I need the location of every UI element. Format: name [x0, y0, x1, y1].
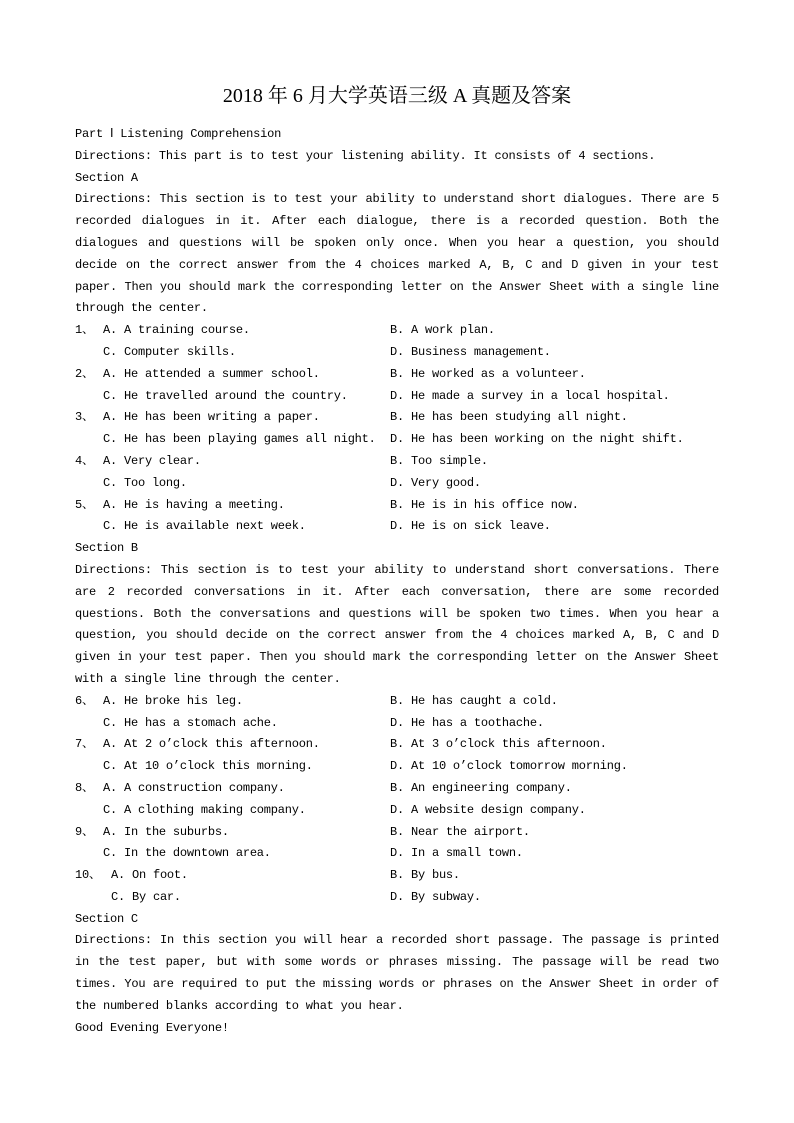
question-number: 7、 [75, 737, 94, 752]
question-row [75, 429, 719, 451]
option-b: B. Near the airport. [390, 824, 530, 839]
spacer [75, 756, 103, 778]
question-row [75, 865, 719, 887]
option-d: D. He has a toothache. [390, 715, 544, 730]
question-number: 8、 [75, 780, 94, 795]
option-b: B. At 3 o’clock this afternoon. [390, 737, 607, 752]
option-d: D. At 10 o’clock tomorrow morning. [390, 759, 628, 774]
option-b: B. A work plan. [390, 323, 495, 338]
option-d: D. Business management. [390, 344, 551, 359]
section-b-heading: Section B [75, 541, 138, 556]
spacer [75, 843, 103, 865]
section-a-directions: Directions: This section is to test your ability to understand short dialogues. There are 5 recorded dialogues in it. After each dialogue, there is a recorded question. Both the dialogues and questions will be spoken only once. When you hear a question, you should decide on the correct answer from the 4 choices marked A, B, C and D given in your test paper. Then you should mark the corresponding letter on the Answer Sheet with a single line through the center. [75, 192, 719, 316]
question-row [75, 386, 719, 408]
option-d: D. A website design company. [390, 802, 586, 817]
option-c: C. Too long. [103, 475, 187, 490]
option-a: A. At 2 o’clock this afternoon. [103, 737, 320, 752]
section-c-directions: Directions: In this section you will hear a recorded short passage. The passage is printed in the test paper, but with some words or phrases missing. The passage will be read two times. You are required to put the missing words or phrases on the Answer Sheet in order of the numbered blanks according to what you hear. [75, 933, 719, 1013]
question-row [75, 822, 719, 844]
passage-opening-line: Good Evening Everyone! [75, 1020, 229, 1035]
option-a: A. A training course. [103, 323, 250, 338]
question-row [75, 407, 719, 429]
option-c: C. He has been playing games all night. [103, 432, 376, 447]
option-d: D. Very good. [390, 475, 481, 490]
question-row [75, 691, 719, 713]
part-heading: Part Ⅰ Listening Comprehension [75, 127, 282, 141]
question-row [75, 451, 719, 473]
option-a: A. He is having a meeting. [103, 497, 285, 512]
question-number: 5、 [75, 497, 94, 512]
option-b: B. An engineering company. [390, 780, 572, 795]
spacer [75, 429, 103, 451]
spacer [75, 473, 103, 495]
option-a: A. A construction company. [103, 780, 285, 795]
option-a: A. On foot. [111, 868, 188, 883]
option-a: A. In the suburbs. [103, 824, 229, 839]
spacer [75, 342, 103, 364]
question-number: 10、 [75, 868, 101, 883]
question-row [75, 756, 719, 778]
question-row [75, 843, 719, 865]
option-b: B. By bus. [390, 868, 460, 883]
option-c: C. He has a stomach ache. [103, 715, 278, 730]
question-number: 9、 [75, 824, 94, 839]
section-a-heading: Section A [75, 170, 138, 185]
option-a: A. He attended a summer school. [103, 366, 320, 381]
question-number: 1、 [75, 323, 94, 338]
question-row [75, 342, 719, 364]
spacer [75, 386, 103, 408]
question-row [75, 320, 719, 342]
spacer [75, 887, 111, 909]
option-b: B. He is in his office now. [390, 497, 579, 512]
section-c-heading: Section C [75, 911, 138, 926]
option-c: C. At 10 o’clock this morning. [103, 759, 313, 774]
option-d: D. He made a survey in a local hospital. [390, 388, 670, 403]
question-row [75, 778, 719, 800]
question-row [75, 364, 719, 386]
option-c: C. Computer skills. [103, 344, 236, 359]
question-row [75, 495, 719, 517]
document-title: 2018 年 6 月大学英语三级 A 真题及答案 [222, 85, 572, 107]
option-c: C. He is available next week. [103, 519, 306, 534]
question-number: 2、 [75, 366, 94, 381]
option-c: C. In the downtown area. [103, 846, 271, 861]
option-b: B. He has been studying all night. [390, 410, 628, 425]
option-c: C. He travelled around the country. [103, 388, 348, 403]
spacer [75, 800, 103, 822]
option-a: A. He broke his leg. [103, 693, 243, 708]
question-number: 6、 [75, 693, 94, 708]
option-b: B. He worked as a volunteer. [390, 366, 586, 381]
option-d: D. In a small town. [390, 846, 523, 861]
question-row [75, 800, 719, 822]
section-b-directions: Directions: This section is to test your ability to understand short conversations. There are 2 recorded conversations in it. After each conversation, there are some recorded questions. Both the conversations and questions will be spoken two times. When you hear a question, you should decide on the correct answer from the 4 choices marked A, B, C and D given in your test paper. Then you should mark the corresponding letter on the Answer Sheet with a single line through the center. [75, 562, 719, 686]
part-directions: Directions: This part is to test your listening ability. It consists of 4 sections. [75, 148, 656, 163]
question-number: 3、 [75, 410, 94, 425]
option-b: B. Too simple. [390, 453, 488, 468]
option-a: A. Very clear. [103, 453, 201, 468]
question-row [75, 713, 719, 735]
option-c: C. By car. [111, 889, 181, 904]
question-row [75, 734, 719, 756]
spacer [75, 713, 103, 735]
spacer [75, 516, 103, 538]
option-d: D. He has been working on the night shift. [390, 432, 684, 447]
option-d: D. He is on sick leave. [390, 519, 551, 534]
option-d: D. By subway. [390, 889, 481, 904]
question-row [75, 516, 719, 538]
option-b: B. He has caught a cold. [390, 693, 558, 708]
option-a: A. He has been writing a paper. [103, 410, 320, 425]
question-row [75, 473, 719, 495]
question-row [75, 887, 719, 909]
option-c: C. A clothing making company. [103, 802, 306, 817]
question-number: 4、 [75, 453, 94, 468]
